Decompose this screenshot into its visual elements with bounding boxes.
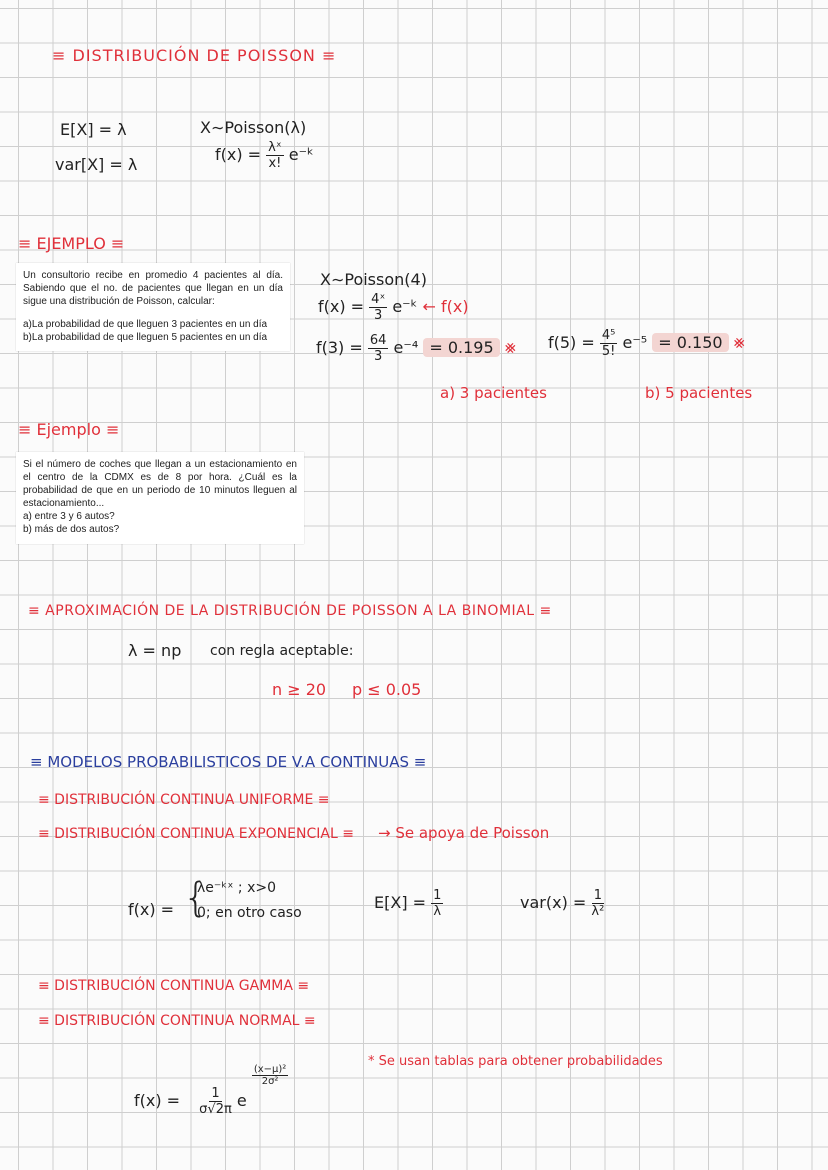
example2-card — [16, 452, 304, 544]
example1-card — [16, 263, 290, 351]
exp-note: → Se apoya de Poisson — [378, 824, 550, 842]
exp-variance — [520, 888, 604, 919]
normal-note: * Se usan tablas para obtener probabilidades — [368, 1054, 663, 1069]
normal-e: e — [236, 1091, 247, 1110]
f3-num: 64 — [369, 333, 387, 348]
example1-f3 — [316, 333, 516, 364]
example2-item-a: a) entre 3 y 6 autos? — [23, 511, 115, 522]
continuous-uniform: ≡ DISTRIBUCIÓN CONTINUA UNIFORME ≡ — [38, 792, 330, 808]
f3-exp: e⁻⁴ — [393, 338, 419, 357]
normal-fx-lhs: f(x) = — [134, 1091, 181, 1110]
approx-rule: con regla aceptable: — [210, 643, 354, 659]
example1-item-b: b)La probabilidad de que lleguen 5 pacientes en un día — [23, 332, 268, 343]
continuous-exponential: ≡ DISTRIBUCIÓN CONTINUA EXPONENCIAL ≡ — [38, 826, 354, 842]
example1-item-a: a)La probabilidad de que lleguen 3 pacientes en un día — [23, 319, 268, 330]
poisson-title: ≡ DISTRIBUCIÓN DE POISSON ≡ — [52, 46, 337, 65]
approx-title: ≡ APROXIMACIÓN DE LA DISTRIBUCIÓN DE POISSON A LA BINOMIAL ≡ — [28, 603, 552, 619]
fx-num: 4ˣ — [371, 292, 386, 307]
normal-exp-den: 2σ² — [261, 1076, 279, 1087]
poisson-pmf — [215, 140, 314, 171]
fx-den: 3 — [374, 308, 383, 323]
example2-problem: Si el número de coches que llegan a un estacionamiento en el centro de la CDMX es de 8 por hora. ¿Cuál es la probabilidad de que en un periodo de 10 minutos lleguen al estacionamiento... — [23, 459, 297, 509]
pmf-lhs: f(x) = — [215, 145, 262, 164]
example2-item-b: b) más de dos autos? — [23, 524, 120, 535]
exp-E-den: λ — [433, 904, 442, 919]
continuous-normal: ≡ DISTRIBUCIÓN CONTINUA NORMAL ≡ — [38, 1013, 316, 1029]
poisson-dist: X∼Poisson(λ) — [200, 118, 307, 137]
f3-fraction — [368, 333, 389, 364]
normal-den: σ√2π — [199, 1102, 232, 1117]
f5-fraction — [600, 328, 617, 359]
normal-fraction — [199, 1086, 232, 1117]
exp-E-fraction — [431, 888, 443, 919]
exp-var-fraction — [591, 888, 604, 919]
exp-case2: 0; en otro caso — [197, 905, 302, 921]
normal-num: 1 — [211, 1086, 220, 1101]
f5-lhs: f(5) = — [548, 333, 595, 352]
example1-label-b: b) 5 pacientes — [645, 384, 753, 402]
pmf-fraction — [266, 140, 283, 171]
approx-formula: λ = np — [128, 641, 182, 660]
brace-icon: { — [183, 875, 209, 921]
example1-fx — [318, 292, 469, 323]
exp-E-num: 1 — [433, 888, 442, 903]
pmf-den: x! — [268, 156, 282, 171]
f3-den: 3 — [374, 349, 383, 364]
f5-result: = 0.150 — [652, 333, 728, 352]
normal-exponent — [252, 1064, 288, 1087]
approx-cond-p: p ≤ 0.05 — [352, 680, 422, 699]
exp-E-lhs: E[X] = — [374, 893, 427, 912]
fx-fraction — [369, 292, 387, 323]
f5-exp: e⁻⁵ — [622, 333, 648, 352]
example1-f5 — [548, 328, 745, 359]
example1-dist: X∼Poisson(4) — [320, 270, 427, 289]
continuous-title: ≡ MODELOS PROBABILISTICOS DE V.A CONTINUAS ≡ — [30, 753, 427, 771]
check-mark-icon: ⨳ — [504, 337, 516, 358]
example1-label-a: a) 3 pacientes — [440, 384, 547, 402]
f3-result: = 0.195 — [423, 338, 499, 357]
exp-expectation — [374, 888, 443, 919]
example2-heading: ≡ Ejemplo ≡ — [18, 420, 120, 439]
f5-den: 5! — [601, 344, 616, 359]
exp-var-num: 1 — [593, 888, 602, 903]
check-mark-icon: ⨳ — [733, 332, 745, 353]
f3-lhs: f(3) = — [316, 338, 363, 357]
poisson-variance: var[X] = λ — [55, 155, 138, 174]
exp-var-den: λ² — [591, 904, 605, 919]
exp-fx-lhs: f(x) = — [128, 900, 175, 919]
exp-var-lhs: var(x) = — [520, 893, 587, 912]
pmf-exp: e⁻ᵏ — [288, 145, 314, 164]
fx-lhs: f(x) = — [318, 297, 365, 316]
example1-heading: ≡ EJEMPLO ≡ — [18, 234, 125, 253]
continuous-gamma: ≡ DISTRIBUCIÓN CONTINUA GAMMA ≡ — [38, 978, 310, 994]
fx-note: ← f(x) — [422, 297, 469, 316]
approx-cond-n: n ≥ 20 — [272, 680, 327, 699]
example1-problem: Un consultorio recibe en promedio 4 pacientes al día. Sabiendo que el no. de pacientes que llegan en un día sigue una distribución de Poisson, calcular: — [23, 270, 283, 307]
exp-case1: λe⁻ᵏˣ ; x>0 — [197, 880, 277, 896]
normal-pdf — [134, 1064, 288, 1117]
normal-exp-num: (x−μ)² — [253, 1064, 287, 1075]
pmf-num: λˣ — [268, 140, 282, 155]
f5-num: 4⁵ — [601, 328, 616, 343]
fx-exp: e⁻ᵏ — [392, 297, 418, 316]
poisson-expectation: E[X] = λ — [60, 120, 127, 139]
